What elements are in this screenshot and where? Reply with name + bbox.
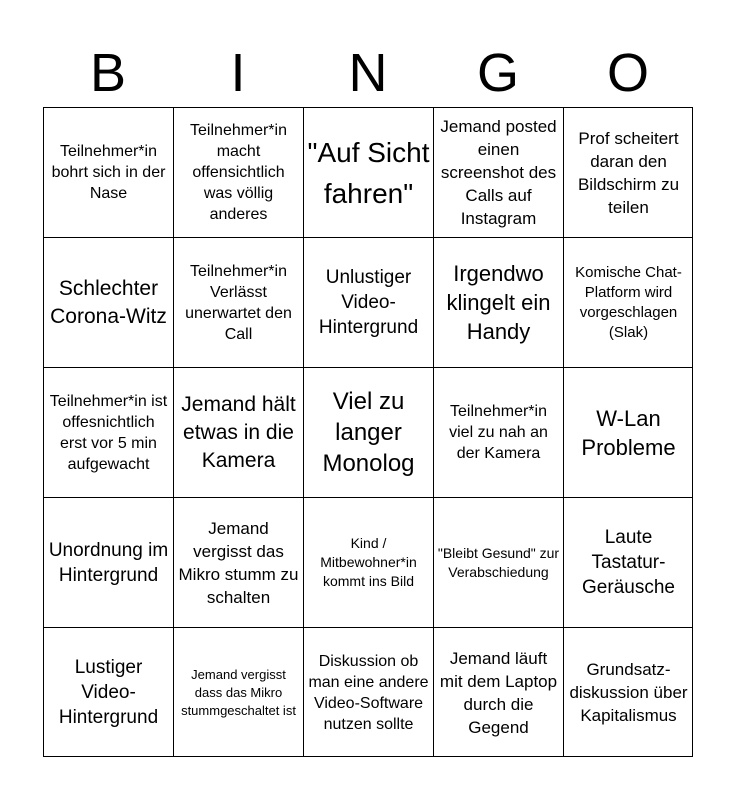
bingo-cell-text: "Bleibt Gesund" zur Verabschiedung: [437, 544, 560, 580]
bingo-cell-text: Jemand läuft mit dem Laptop durch die Gegend: [439, 648, 558, 737]
bingo-cell-r3-c5[interactable]: [563, 367, 693, 497]
bingo-cell-text: Teilnehmer*in macht offensichtlich was völlig anderes: [190, 122, 287, 223]
bingo-cell-text: Diskussion ob man eine andere Video-Software nutzen sollte: [308, 652, 429, 733]
header-letter-g: G: [476, 43, 519, 103]
bingo-cell-text: Laute Tastatur-Geräusche: [582, 527, 675, 598]
bingo-cell-r5-c3[interactable]: [303, 627, 433, 757]
bingo-header: [43, 42, 693, 104]
bingo-cell-r5-c4[interactable]: [433, 627, 563, 757]
bingo-cell-text: Grundsatz-diskussion über Kapitalismus: [569, 660, 688, 725]
bingo-cell-text: Lustiger Video-Hintergrund: [58, 657, 159, 728]
bingo-cell-text: "Auf Sicht fahren": [307, 136, 430, 209]
bingo-cell-r4-c3[interactable]: [303, 497, 433, 627]
bingo-cell-text: Teilnehmer*in Verlässt unerwartet den Call: [185, 262, 292, 343]
bingo-cell-r1-c1[interactable]: [43, 107, 173, 237]
bingo-cell-r3-c4[interactable]: [433, 367, 563, 497]
bingo-cell-r2-c5[interactable]: [563, 237, 693, 367]
bingo-cell-r4-c5[interactable]: [563, 497, 693, 627]
header-letter-i: I: [230, 43, 246, 103]
bingo-cell-r3-c2[interactable]: [173, 367, 303, 497]
header-letter-b: B: [89, 43, 127, 103]
bingo-cell-text: Unlustiger Video-Hintergrund: [318, 267, 419, 338]
bingo-cell-r1-c2[interactable]: [173, 107, 303, 237]
bingo-cell-text: Prof scheitert daran den Bildschirm zu teilen: [577, 128, 680, 217]
bingo-cell-text: Schlechter Corona-Witz: [50, 276, 167, 328]
bingo-cell-text: Kind / Mitbewohner*in kommt ins Bild: [320, 535, 417, 589]
bingo-cell-text: Jemand posted einen screenshot des Calls auf Instagram: [440, 117, 557, 228]
bingo-cell-r1-c4[interactable]: [433, 107, 563, 237]
bingo-cell-text: Komische Chat-Platform wird vorgeschlagen (Slak): [575, 263, 682, 341]
bingo-cell-r4-c1[interactable]: [43, 497, 173, 627]
bingo-cell-r1-c5[interactable]: [563, 107, 693, 237]
bingo-cell-r2-c1[interactable]: [43, 237, 173, 367]
bingo-cell-text: Jemand vergisst dass das Mikro stummgeschaltet ist: [181, 666, 296, 718]
bingo-cell-r4-c2[interactable]: [173, 497, 303, 627]
bingo-cell-r2-c2[interactable]: [173, 237, 303, 367]
bingo-cell-r2-c3[interactable]: [303, 237, 433, 367]
bingo-grid: [43, 107, 693, 757]
bingo-cell-r5-c1[interactable]: [43, 627, 173, 757]
bingo-cell-r3-c3[interactable]: [303, 367, 433, 497]
bingo-cell-r2-c4[interactable]: [433, 237, 563, 367]
bingo-cell-text: W-Lan Probleme: [581, 405, 676, 460]
bingo-cell-r5-c2[interactable]: [173, 627, 303, 757]
bingo-cell-text: Unordnung im Hintergrund: [48, 539, 169, 586]
bingo-cell-text: Viel zu langer Monolog: [322, 388, 415, 477]
bingo-cell-r1-c3[interactable]: [303, 107, 433, 237]
bingo-cell-r3-c1[interactable]: [43, 367, 173, 497]
bingo-cell-text: Irgendwo klingelt ein Handy: [446, 261, 551, 344]
bingo-cell-r4-c4[interactable]: [433, 497, 563, 627]
bingo-cell-r5-c5[interactable]: [563, 627, 693, 757]
header-letter-n: N: [348, 43, 388, 103]
bingo-cell-text: Teilnehmer*in viel zu nah an der Kamera: [449, 403, 548, 462]
bingo-cell-text: Teilnehmer*in ist offesnichtlich erst vor 5 min aufgewacht: [49, 392, 168, 473]
bingo-cell-text: Jemand vergisst das Mikro stumm zu schalten: [178, 518, 299, 607]
bingo-cell-text: Jemand hält etwas in die Kamera: [181, 392, 296, 472]
bingo-cell-text: Teilnehmer*in bohrt sich in der Nase: [51, 143, 166, 202]
header-letter-o: O: [606, 43, 649, 103]
